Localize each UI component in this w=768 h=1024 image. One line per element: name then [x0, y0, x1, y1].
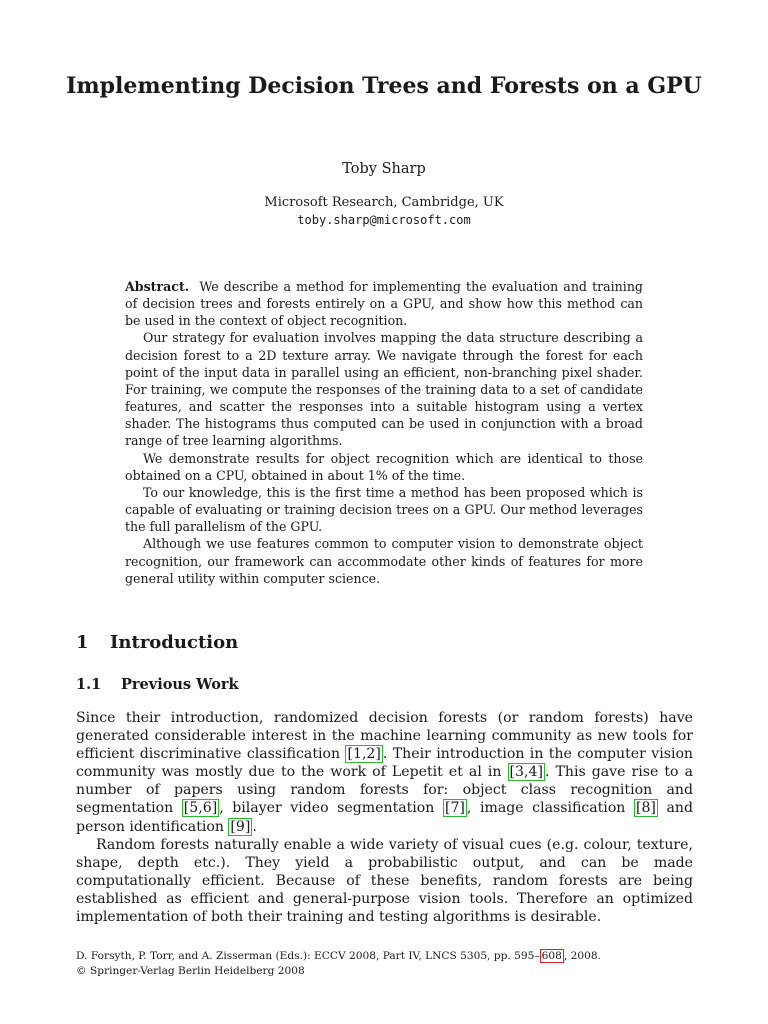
citation-link[interactable]: [3,4] [509, 764, 543, 781]
section-number: 1 [76, 632, 89, 653]
citation-link[interactable]: [7] [444, 800, 465, 817]
footer-text: , 2008. [563, 950, 601, 962]
citation-number: 1 [352, 746, 362, 763]
body-paragraph-2: Random forests naturally enable a wide variety of visual cues (e.g. colour, texture, shape, depth etc.). They yield a probabilistic output, and can be made computationally efficient. Because of these benefits, random forests are being established as efficient and general-purpose vision tools. Therefore an optimized implementation of both their training and testing algorithms is desirable. [76, 836, 693, 926]
citation-number: 2 [366, 746, 376, 763]
subsection-heading [76, 676, 239, 693]
body-text-span: . [252, 818, 257, 835]
abstract-paragraph-1 [125, 278, 643, 329]
citation-link[interactable]: [1,2] [347, 746, 381, 763]
body-text-span: and person identification [76, 800, 693, 835]
abstract-paragraph-4: To our knowledge, this is the first time a method has been proposed which is capable of evaluating or training decision trees on a GPU. Our method leverages the full parallelism of the GPU. [125, 484, 643, 535]
section-title: Introduction [110, 632, 239, 653]
body-paragraph-1 [76, 709, 693, 836]
citation-number: 7 [450, 800, 460, 817]
author-affiliation: Microsoft Research, Cambridge, UK [264, 195, 504, 210]
citation-number: 4 [528, 764, 538, 781]
body-text-span: , bilayer video segmentation [219, 800, 443, 817]
citation-link[interactable]: [8] [635, 800, 656, 817]
body-text-span: . This gave rise to a number of papers using random forests for: object class recognition and segmentation [76, 764, 693, 817]
citation-link[interactable]: [5,6] [183, 800, 218, 817]
abstract-paragraph-3: We demonstrate results for object recognition which are identical to those obtained on a CPU, obtained in about 1% of the time. [125, 450, 643, 483]
footer-text: D. Forsyth, P. Torr, and A. Zisserman (Eds.): ECCV 2008, Part IV, LNCS 5305, pp. 595– [76, 950, 540, 962]
citation-number: 8 [641, 800, 651, 817]
section-heading [76, 632, 238, 653]
subsection-title: Previous Work [121, 676, 239, 693]
body-text-span: . Their introduction in the computer vision community was mostly due to the work of Lepetit et al in [76, 746, 694, 781]
footer-copyright: © Springer-Verlag Berlin Heidelberg 2008 [76, 965, 305, 977]
body-text-span: Since their introduction, randomized decision forests (or random forests) have generated considerable interest in the machine learning community as new tools for efficient discriminative classification [76, 710, 693, 763]
footer-citation-line [76, 949, 716, 964]
author-email[interactable]: toby.sharp@microsoft.com [297, 213, 471, 227]
page-footer [76, 949, 716, 979]
paper-title: Implementing Decision Trees and Forests on a GPU [66, 73, 702, 99]
abstract-text-1: We describe a method for implementing the evaluation and training of decision trees and forests entirely on a GPU, and show how this method can be used in the context of object recognition. [125, 279, 643, 329]
body-text [76, 709, 693, 926]
abstract-label: Abstract. [125, 279, 190, 294]
abstract-paragraph-5: Although we use features common to computer vision to demonstrate object recognition, our framework can accommodate other kinds of features for more general utility within computer science. [125, 536, 643, 586]
citation-number: 3 [515, 764, 524, 781]
citation-number: 5 [189, 800, 199, 817]
citation-number: 9 [235, 818, 245, 835]
abstract [125, 278, 643, 587]
body-text-span: , image classification [466, 800, 634, 817]
author-name: Toby Sharp [342, 161, 426, 177]
abstract-paragraph-2: Our strategy for evaluation involves mapping the data structure describing a decision forest to a 2D texture array. We navigate through the forest for each point of the input data in parallel using an efficient, non-branching pixel shader. For training, we compute the responses of the training data to a set of candidate features, and scatter the responses into a suitable histogram using a vertex shader. The histograms thus computed can be used in conjunction with a broad range of tree learning algorithms. [125, 330, 643, 449]
subsection-number: 1.1 [76, 676, 102, 693]
citation-link[interactable]: [9] [230, 818, 251, 835]
page-range-link[interactable]: 608 [541, 950, 562, 962]
citation-number: 6 [202, 800, 212, 817]
